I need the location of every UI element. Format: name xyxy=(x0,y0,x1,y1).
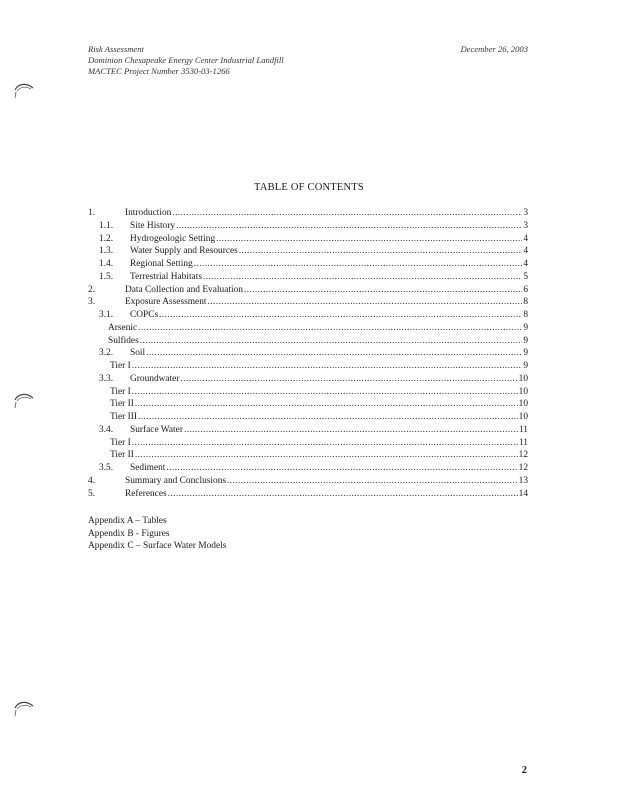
toc-entry-number: 2. xyxy=(88,284,96,295)
toc-entry xyxy=(88,360,528,373)
toc-entry-page: 9 xyxy=(523,361,528,371)
toc-dot-leader xyxy=(184,424,518,437)
toc-dot-leader xyxy=(138,322,522,335)
toc-entry-label: Groundwater xyxy=(130,373,180,384)
toc-entry-page: 4 xyxy=(523,259,528,269)
toc-entry-number: 3.3. xyxy=(99,373,114,384)
toc-entry-number: 1.3. xyxy=(99,246,114,257)
toc-dot-leader xyxy=(180,373,517,386)
toc-entry-page: 4 xyxy=(523,246,528,257)
toc-entry-page: 8 xyxy=(523,310,528,320)
toc-entry xyxy=(88,271,528,284)
toc-entry xyxy=(88,411,528,424)
toc-entry-label: Data Collection and Evaluation xyxy=(125,284,243,295)
toc-entry-page: 12 xyxy=(518,463,528,473)
toc-entry-number: 3.4. xyxy=(99,424,114,435)
appendix-item: Appendix B - Figures xyxy=(88,528,170,539)
toc-entry-label: Introduction xyxy=(125,208,172,218)
toc-dot-leader xyxy=(132,437,518,450)
toc-entry xyxy=(88,475,528,488)
toc-entry-label: Arsenic xyxy=(108,322,138,333)
toc-entry-label: Hydrogeologic Setting xyxy=(130,233,216,244)
toc-entry-number: 1.4. xyxy=(99,259,114,269)
toc-entry-page: 3 xyxy=(523,208,528,218)
toc-entry-label: Regional Setting xyxy=(130,259,193,269)
toc-dot-leader xyxy=(176,220,522,233)
header-project-number: MACTEC Project Number 3530-03-1266 xyxy=(88,66,230,76)
toc-entry-label: Sediment xyxy=(130,463,166,473)
toc-entry xyxy=(88,449,528,462)
header-date: December 26, 2003 xyxy=(460,44,528,54)
toc-entry xyxy=(88,373,528,386)
toc-entry-label: COPCs xyxy=(130,310,159,320)
toc-entry xyxy=(88,233,528,246)
page-number: 2 xyxy=(521,765,527,776)
toc-entry-page: 8 xyxy=(523,297,528,308)
toc-entry-label: References xyxy=(125,488,167,499)
punch-hole-mark xyxy=(12,80,36,102)
toc-entry-page: 10 xyxy=(518,373,528,384)
toc-dot-leader xyxy=(168,488,518,501)
toc-dot-leader xyxy=(239,245,523,258)
punch-hole-mark xyxy=(12,698,36,720)
toc-entry xyxy=(88,347,528,360)
toc-entry-label: Tier I xyxy=(110,437,131,448)
toc-entry-page: 10 xyxy=(518,412,528,422)
toc-entry xyxy=(88,296,528,309)
toc-entry xyxy=(88,284,528,297)
toc-entry-number: 1.1. xyxy=(99,220,114,231)
toc-dot-leader xyxy=(132,360,523,373)
toc-entry xyxy=(88,335,528,348)
toc-entry-page: 10 xyxy=(518,386,528,397)
appendix-list xyxy=(88,515,226,553)
toc-entry-label: Summary and Conclusions xyxy=(125,475,227,486)
toc-entry xyxy=(88,398,528,411)
toc-entry-label: Site History xyxy=(130,220,176,231)
toc-dot-leader xyxy=(203,271,522,284)
toc-entry xyxy=(88,437,528,450)
header-report-title: Risk Assessment xyxy=(88,44,144,54)
toc-dot-leader xyxy=(208,296,523,309)
toc-entry-page: 9 xyxy=(523,335,528,346)
toc-entry-page: 12 xyxy=(518,450,528,461)
toc-dot-leader xyxy=(135,398,518,411)
toc-entry xyxy=(88,220,528,233)
toc-entry-number: 3.1. xyxy=(99,310,114,320)
toc-entry-label: Tier II xyxy=(110,399,134,410)
toc-entry-number: 1.5. xyxy=(99,271,114,282)
toc-entry-page: 9 xyxy=(523,348,528,359)
toc-entry xyxy=(88,258,528,271)
toc-dot-leader xyxy=(146,347,522,360)
toc-entry-page: 5 xyxy=(523,271,528,282)
toc-entry xyxy=(88,207,528,220)
toc-dot-leader xyxy=(227,475,518,488)
toc-entry-label: Tier I xyxy=(110,386,131,397)
toc-dot-leader xyxy=(166,462,517,475)
toc-dot-leader xyxy=(138,411,518,424)
toc-entry-label: Exposure Assessment xyxy=(125,297,207,308)
toc-entry-number: 5. xyxy=(88,488,96,499)
toc-entry-number: 3. xyxy=(88,297,96,308)
toc-entry-label: Surface Water xyxy=(130,424,183,435)
toc-dot-leader xyxy=(194,258,523,271)
toc-entry-page: 11 xyxy=(518,424,528,435)
table-of-contents xyxy=(88,207,528,500)
toc-entry-page: 6 xyxy=(523,284,528,295)
toc-entry-label: Terrestrial Habitats xyxy=(130,271,202,282)
toc-entry xyxy=(88,488,528,501)
toc-entry xyxy=(88,462,528,475)
document-header xyxy=(88,44,284,77)
toc-dot-leader xyxy=(135,449,518,462)
toc-entry-label: Tier III xyxy=(110,412,137,422)
toc-entry-number: 1.2. xyxy=(99,233,114,244)
punch-hole-mark xyxy=(12,390,36,412)
toc-entry-number: 3.5. xyxy=(99,463,114,473)
toc-entry-page: 3 xyxy=(523,220,528,231)
appendix-item: Appendix C – Surface Water Models xyxy=(88,541,227,552)
toc-entry-page: 13 xyxy=(518,475,528,486)
toc-entry-number: 4. xyxy=(88,475,96,486)
toc-entry-page: 11 xyxy=(518,437,528,448)
toc-dot-leader xyxy=(140,335,523,348)
toc-entry-number: 3.2. xyxy=(99,348,114,359)
toc-dot-leader xyxy=(216,233,522,246)
toc-dot-leader xyxy=(244,284,522,297)
toc-dot-leader xyxy=(159,309,522,322)
toc-entry-number: 1. xyxy=(88,208,96,218)
toc-entry-page: 9 xyxy=(523,322,528,333)
toc-entry-page: 10 xyxy=(518,399,528,410)
toc-dot-leader xyxy=(132,386,518,399)
toc-entry xyxy=(88,386,528,399)
toc-entry xyxy=(88,424,528,437)
toc-entry-label: Sulfides xyxy=(108,335,139,346)
toc-entry-label: Tier II xyxy=(110,450,134,461)
toc-entry-label: Water Supply and Resources xyxy=(130,246,238,257)
toc-entry xyxy=(88,309,528,322)
toc-entry-label: Tier I xyxy=(110,361,131,371)
toc-entry-label: Soil xyxy=(130,348,146,359)
toc-entry xyxy=(88,322,528,335)
toc-dot-leader xyxy=(172,207,522,220)
appendix-item: Appendix A – Tables xyxy=(88,516,167,526)
toc-title: TABLE OF CONTENTS xyxy=(254,182,364,193)
toc-entry xyxy=(88,245,528,258)
toc-entry-page: 4 xyxy=(523,233,528,244)
toc-entry-page: 14 xyxy=(518,488,528,499)
header-facility-name: Dominion Chesapeake Energy Center Industrial Landfill xyxy=(88,55,284,65)
